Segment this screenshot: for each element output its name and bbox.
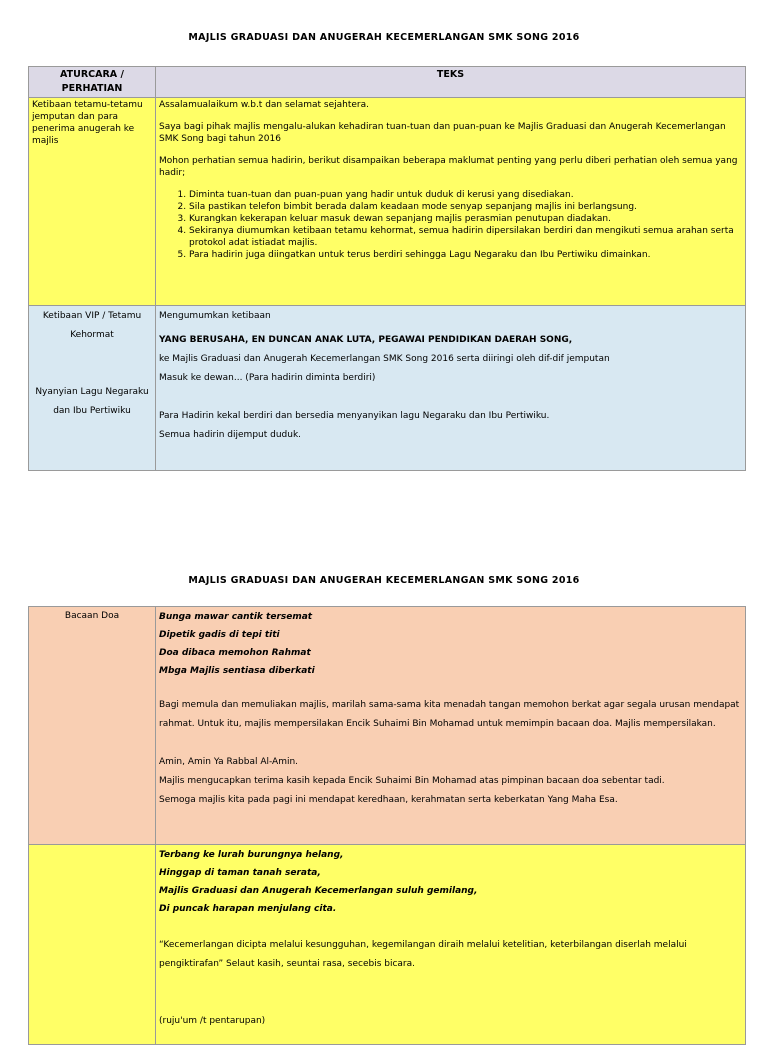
list-item: 5. Para hadirin juga diingatkan untuk terus berdiri sehingga Lagu Negaraku dan Ibu Pertiwiku dimainkan.	[189, 249, 742, 261]
vip-line-2: Masuk ke dewan... (Para hadirin diminta berdiri)	[159, 373, 376, 383]
row-label-empty	[29, 845, 156, 1045]
blessing-text: Semoga majlis kita pada pagi ini mendapat keredhaan, kerahmatan serta keberkatan Yang Maha Esa.	[159, 795, 618, 805]
list-item: 2. Sila pastikan telefon bimbit berada dalam keadaan mode senyap sepanjang majlis ini berlangsung.	[189, 201, 742, 213]
pantun-line: Bunga mawar cantik tersemat	[159, 612, 313, 622]
welcome-text: Saya bagi pihak majlis mengalu-alukan kehadiran tuan-tuan dan puan-puan ke Majlis Graduasi dan Anugerah Kecemerlangan SMK Song bagi tahun 2016	[159, 122, 726, 144]
row-label-vip	[29, 306, 156, 471]
header-teks: TEKS	[156, 67, 746, 98]
row-label-arrival: Ketibaan tetamu-tetamu jemputan dan para penerima anugerah ke majlis	[29, 98, 156, 306]
row-text-vip	[156, 306, 746, 471]
greeting-text: Assalamualaikum w.b.t dan selamat sejahtera.	[159, 100, 369, 110]
pantun-line: Doa dibaca memohon Rahmat	[159, 648, 311, 658]
doa-paragraph: Bagi memula dan memuliakan majlis, marilah sama-sama kita menadah tangan memohon berkat agar segala urusan mendapat rahmat. Untuk itu, majlis mempersilakan Encik Suhaimi Bin Mohamad untuk memimpin bacaan doa. Majlis mempersilakan.	[159, 700, 740, 729]
pantun-line: Majlis Graduasi dan Anugerah Kecemerlangan suluh gemilang,	[159, 886, 478, 896]
thanks-text: Majlis mengucapkan terima kasih kepada Encik Suhaimi Bin Mohamad atas pimpinan bacaan doa sebentar tadi.	[159, 776, 665, 786]
seated-text: Semua hadirin dijemput duduk.	[159, 430, 302, 440]
list-item: 4. Sekiranya diumumkan ketibaan tetamu kehormat, semua hadirin dipersilakan berdiri dan mengikuti semua arahan serta protokol adat istiadat majlis.	[189, 225, 742, 249]
label-vip: Ketibaan VIP / Tetamu Kehormat	[42, 311, 142, 340]
header-aturcara: ATURCARA / PERHATIAN	[29, 67, 156, 98]
announce-text: Mengumumkan ketibaan	[159, 311, 271, 321]
page-title-2: MAJLIS GRADUASI DAN ANUGERAH KECEMERLANGAN SMK SONG 2016	[188, 575, 580, 586]
anthem-text: Para Hadirin kekal berdiri dan bersedia menyanyikan lagu Negaraku dan Ibu Pertiwiku.	[159, 411, 550, 421]
list-item: 1. Diminta tuan-tuan dan puan-puan yang hadir untuk duduk di kerusi yang disediakan.	[189, 189, 742, 201]
rules-list	[159, 189, 742, 261]
pantun-line: Terbang ke lurah burungnya helang,	[159, 850, 344, 860]
program-table-2	[28, 606, 746, 1045]
row-text-doa	[156, 607, 746, 845]
notice-text: Mohon perhatian semua hadirin, berikut disampaikan beberapa maklumat penting yang perlu diberi perhatian oleh semua yang hadir;	[159, 156, 738, 178]
pantun-line: Hinggap di taman tanah serata,	[159, 868, 321, 878]
pantun-line: Di puncak harapan menjulang cita.	[159, 904, 337, 914]
list-item: 3. Kurangkan kekerapan keluar masuk dewan sepanjang majlis perasmian penutupan diadakan.	[189, 213, 742, 225]
label-anthem: Nyanyian Lagu Negaraku dan Ibu Pertiwiku	[35, 387, 149, 416]
program-table-1	[28, 66, 746, 471]
page-title: MAJLIS GRADUASI DAN ANUGERAH KECEMERLANGAN SMK SONG 2016	[188, 32, 580, 43]
quote-text: “Kecemerlangan dicipta melalui kesungguhan, kegemilangan diraih melalui ketelitian, keterbilangan diserlah melalui pengiktirafan” Selaut kasih, seuntai rasa, secebis bicara.	[159, 940, 687, 969]
amin-text: Amin, Amin Ya Rabbal Al-Amin.	[159, 757, 299, 767]
vip-line-1: ke Majlis Graduasi dan Anugerah Kecemerlangan SMK Song 2016 serta diiringi oleh dif-dif jemputan	[159, 354, 610, 364]
row-text-pantun	[156, 845, 746, 1045]
cut-text: (ruju'um /t pentarupan)	[159, 1016, 266, 1026]
pantun-line: Dipetik gadis di tepi titi	[159, 630, 280, 640]
pantun-line: Mbga Majlis sentiasa diberkati	[159, 666, 315, 676]
row-text-arrival	[156, 98, 746, 306]
vip-name: YANG BERUSAHA, EN DUNCAN ANAK LUTA, PEGAWAI PENDIDIKAN DAERAH SONG,	[159, 335, 573, 345]
row-label-doa: Bacaan Doa	[29, 607, 156, 845]
